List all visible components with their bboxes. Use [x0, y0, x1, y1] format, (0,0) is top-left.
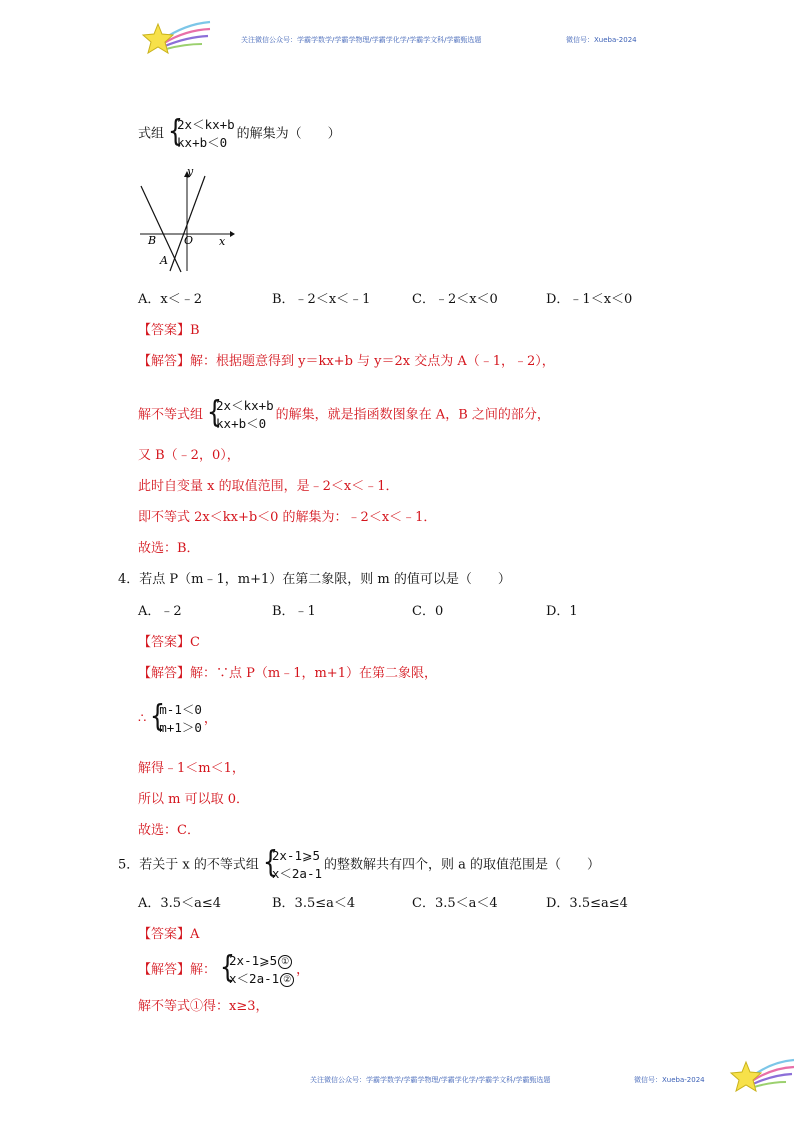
q5-option-d: D．3.5≤a≤4 — [546, 896, 628, 911]
q4-option-a: A．﹣2 — [138, 604, 182, 619]
q4-sys-row: m+1＞0 — [159, 720, 202, 735]
q4-sys-suffix: ， — [203, 711, 217, 727]
star-logo-top — [140, 18, 212, 60]
q5-sol-sys-text: x＜2a-1 — [229, 971, 280, 986]
q3-sys-row: kx+b＜0 — [177, 135, 228, 150]
q3-stem-suffix: 的解集为（ ） — [236, 126, 341, 142]
q4-answer: 【答案】C — [138, 635, 200, 650]
q3-stem — [138, 116, 341, 152]
q4-option-d: D．1 — [546, 604, 578, 619]
q5-option-b: B．3.5≤a＜4 — [272, 896, 356, 911]
q4-stem: 4．若点 P（m﹣1，m+1）在第二象限，则 m 的值可以是（ ） — [118, 572, 511, 587]
q3-sys-row: 2x＜kx+b — [177, 117, 235, 132]
q3-function-graph — [135, 166, 235, 276]
q3-sol-suffix: 的解集，就是指函数图象在 A，B 之间的部分， — [275, 407, 550, 423]
q4-sys-row: m-1＜0 — [159, 702, 202, 717]
q4-solution-system-line — [138, 701, 217, 737]
q3-solution-system-line — [138, 397, 550, 433]
q3-stem-prefix: 式组 — [138, 126, 165, 142]
q3-option-c: C．﹣2＜x＜0 — [412, 292, 498, 307]
q3-solution-line: 故选：B． — [138, 541, 200, 556]
q5-options — [138, 895, 628, 913]
graph-y-label: y — [187, 165, 194, 178]
q4-system: { m-1＜0 m+1＞0 — [150, 699, 202, 735]
q4-solution-line: 故选：C． — [138, 823, 200, 838]
graph-origin-label: O — [184, 234, 194, 247]
q3-option-b: B．﹣2＜x＜﹣1 — [272, 292, 371, 307]
graph-x-label: x — [219, 235, 226, 248]
q3-option-a: A．x＜﹣2 — [138, 292, 202, 307]
q3-solution-line: 此时自变量 x 的取值范围，是﹣2＜x＜﹣1． — [138, 479, 399, 494]
q4-option-b: B．﹣1 — [272, 604, 316, 619]
q5-system: { 2x-1⩾5 x＜2a-1 — [262, 845, 323, 881]
q3-sol-sys-row: kx+b＜0 — [216, 416, 267, 431]
q5-stem-suffix: 的整数解共有四个，则 a 的取值范围是（ ） — [324, 857, 601, 873]
q5-stem-prefix: 5．若关于 x 的不等式组 — [118, 857, 259, 873]
q3-sol-prefix: 解不等式组 — [138, 407, 204, 423]
footer-wechat: 微信号：Xueba-2024 — [634, 1076, 705, 1084]
q5-option-c: C．3.5＜a＜4 — [412, 896, 498, 911]
q5-solution-system-line — [138, 952, 309, 988]
q3-option-d: D．﹣1＜x＜0 — [546, 292, 633, 307]
q4-solution-line: 解得﹣1＜m＜1， — [138, 761, 245, 776]
footer-text: 关注微信公众号：学霸学数学/学霸学物理/学霸学化学/学霸学文科/学霸甄选题 — [310, 1076, 551, 1084]
q4-solution-line: 【解答】解：∵点 P（m﹣1，m+1）在第二象限， — [138, 666, 437, 681]
q5-sol-sys-row — [229, 952, 294, 970]
graph-b-label: B — [148, 234, 157, 247]
q5-sol-sys-row — [229, 970, 294, 988]
header-text: 关注微信公众号：学霸学数学/学霸学物理/学霸学化学/学霸学文科/学霸甄选题 — [241, 36, 482, 44]
q3-system: { 2x＜kx+b kx+b＜0 — [167, 114, 235, 150]
q3-solution-line: 【解答】解：根据题意得到 y＝kx+b 与 y＝2x 交点为 A（﹣1，﹣2）， — [138, 354, 555, 369]
q3-answer: 【答案】B — [138, 323, 200, 338]
graph-a-label: A — [160, 254, 168, 267]
q5-answer: 【答案】A — [138, 927, 200, 942]
q5-sol-prefix: 【解答】解： — [138, 962, 217, 978]
header-wechat: 微信号：Xueba-2024 — [566, 36, 637, 44]
circled-two: ② — [280, 973, 294, 987]
q3-sol-sys-row: 2x＜kx+b — [216, 398, 274, 413]
star-logo-bottom — [728, 1056, 794, 1098]
q3-options — [138, 291, 632, 309]
q3-solution-line: 又 B（﹣2，0）， — [138, 448, 240, 463]
q5-option-a: A．3.5＜a≤4 — [138, 896, 221, 911]
q5-sys-row: x＜2a-1 — [271, 866, 323, 881]
q4-options — [138, 603, 578, 621]
q5-sol-sys-text: 2x-1⩾5 — [229, 953, 278, 968]
q3-solution-line: 即不等式 2x＜kx+b＜0 的解集为：﹣2＜x＜﹣1． — [138, 510, 437, 525]
q5-stem — [118, 847, 600, 883]
q5-sys-row: 2x-1⩾5 — [271, 848, 320, 863]
q3-sol-system: { 2x＜kx+b kx+b＜0 — [206, 395, 274, 431]
q4-option-c: C．0 — [412, 604, 444, 619]
q4-solution-line: 所以 m 可以取 0． — [138, 792, 249, 807]
q5-sol-suffix: ， — [296, 962, 310, 978]
q5-sol-system: { 2x-1⩾5 ① x＜2a-1 ② — [218, 952, 294, 988]
therefore-symbol: ∴ — [138, 711, 147, 727]
circled-one: ① — [278, 955, 292, 969]
q5-solution-line: 解不等式①得：x≥3， — [138, 999, 269, 1014]
